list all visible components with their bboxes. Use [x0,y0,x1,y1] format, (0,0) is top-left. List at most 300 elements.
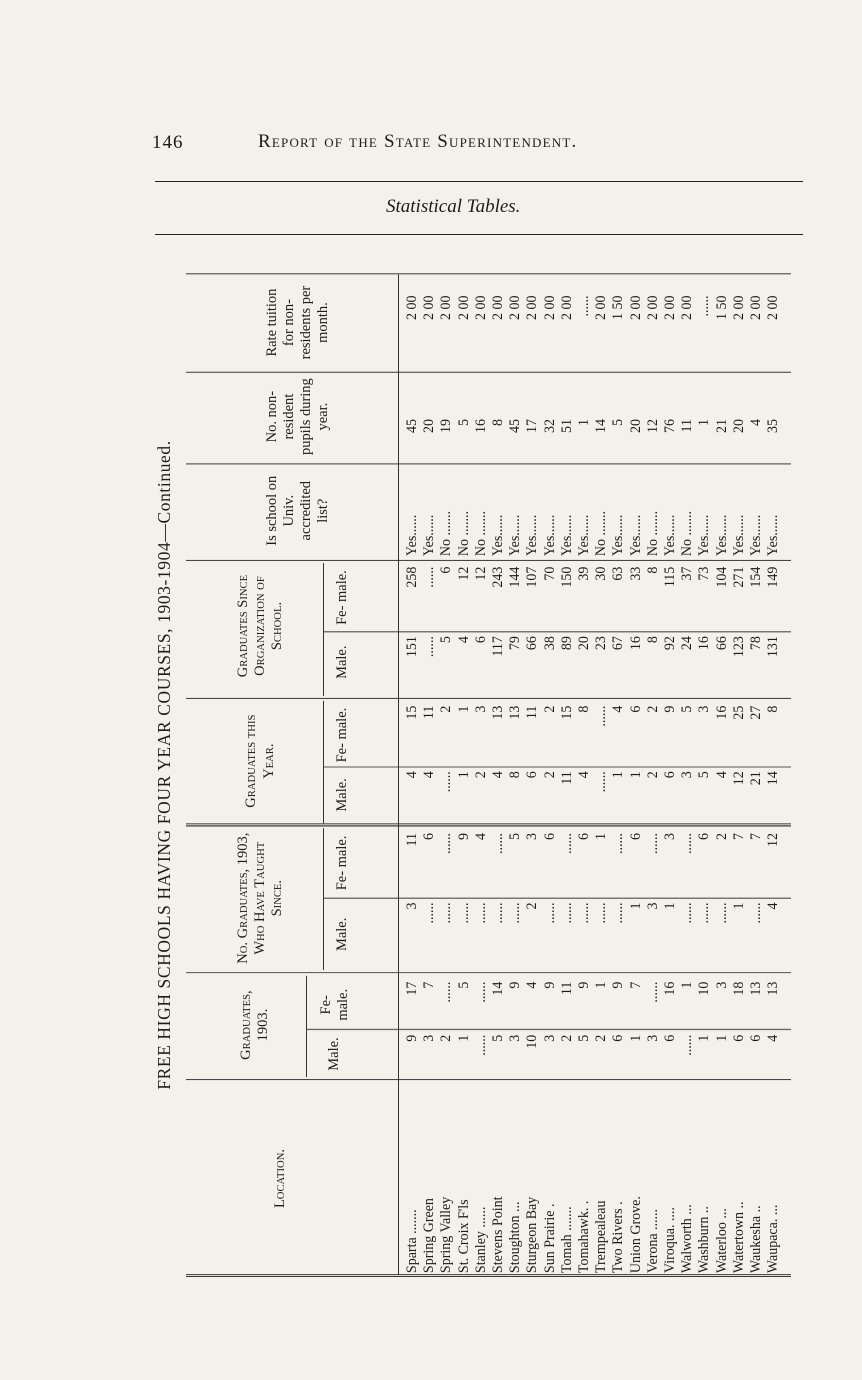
since-org-male: 92 [662,636,678,651]
since-org-female: 8 [644,566,661,574]
header-rule [323,701,324,824]
subheader-female: Fe- male. [334,835,351,891]
accredited-cell: Yes...... [730,514,747,557]
this-year-female: 8 [576,705,592,713]
since-org-male: 20 [576,636,592,651]
table-row [507,295,523,1275]
rate-cell: 2 00 [507,295,524,321]
taught-male: ...... [696,902,713,924]
table-row [456,295,472,1275]
rate-cell: 2 00 [730,295,747,321]
taught-male: ...... [713,902,730,924]
taught-male: 2 [524,902,541,910]
graduates-1903-male: 3 [541,1034,558,1042]
graduates-1903-male: 5 [576,1034,592,1042]
taught-female: 11 [404,833,420,847]
running-head: Report of the State Superintendent. [258,131,578,152]
since-org-female: 271 [730,566,747,588]
this-year-female: 1 [455,705,472,713]
subheader-female: Fe- male. [334,570,351,625]
since-org-female: 12 [472,566,489,581]
this-year-female: 6 [627,705,644,713]
rate-cell: 2 00 [593,295,610,321]
graduates-1903-male: 3 [644,1034,661,1042]
header-graduates-this-year: Graduates this Year. [243,714,277,808]
this-year-male: 5 [696,771,713,779]
graduates-1903-female: 9 [541,981,558,989]
graduates-1903-female: ...... [472,981,489,1003]
header-accredited: Is school on Univ. accredited list? [263,475,332,546]
taught-male: ...... [593,902,610,924]
location-cell: Stanley ...... [472,1206,489,1274]
non-resident-cell: 14 [593,419,610,434]
this-year-female: 27 [748,705,764,720]
since-org-male: 5 [438,636,455,644]
subheader-female: Fe- male. [317,988,351,1021]
accredited-cell: No ....... [455,510,472,557]
top-rule [155,181,803,182]
this-year-female: 2 [644,705,661,713]
header-rate-tuition: Rate tuition for non-residents per month. [263,285,332,360]
graduates-1903-male: ...... [679,1034,696,1056]
graduates-1903-female: 11 [558,981,575,996]
subheader-female: Fe- male. [334,707,351,763]
this-year-male: 2 [472,771,489,779]
since-org-female: 12 [455,566,472,581]
table-row [610,295,626,1275]
this-year-female: 25 [730,705,747,720]
graduates-1903-male: 2 [558,1034,575,1042]
taught-male: ...... [679,902,696,924]
since-org-male: 66 [713,636,730,651]
since-org-female: 149 [765,566,782,588]
non-resident-cell: 20 [421,419,438,434]
this-year-male: 4 [576,771,592,779]
taught-female: 3 [662,833,678,841]
this-year-male: 4 [490,771,506,779]
since-org-male: 6 [472,636,489,644]
taught-female: 7 [748,833,764,841]
header-graduates-1903: Graduates, 1903. [237,990,271,1060]
rate-cell: 2 00 [541,295,558,321]
since-org-male: 8 [644,636,661,644]
this-year-male: 2 [541,771,558,779]
taught-female: ...... [558,833,575,855]
location-cell: Tomah ....... [558,1206,575,1274]
non-resident-cell: 8 [490,419,506,427]
non-resident-cell: 1 [576,419,592,427]
taught-male: 1 [627,902,644,910]
graduates-1903-female: 18 [730,981,747,996]
table-row [473,295,489,1275]
since-org-female: 258 [404,566,420,588]
location-cell: Waterloo ... [713,1208,730,1274]
location-cell: Trempealeau [593,1200,610,1274]
this-year-male: 6 [662,771,678,779]
accredited-cell: Yes...... [421,514,438,557]
this-year-male: ...... [593,771,610,793]
taught-female: 12 [765,833,782,848]
non-resident-cell: 4 [748,419,764,427]
non-resident-cell: 32 [541,419,558,434]
rate-cell: 2 00 [765,295,782,321]
this-year-male: 1 [455,771,472,779]
rate-cell: 2 00 [455,295,472,321]
this-year-male: 4 [404,771,420,779]
this-year-female: 3 [696,705,713,713]
rate-cell: 2 00 [472,295,489,321]
rate-cell: 2 00 [404,295,420,321]
taught-female: 5 [507,833,524,841]
taught-female: 7 [730,833,747,841]
graduates-1903-male: ...... [472,1034,489,1056]
this-year-male: 3 [679,771,696,779]
since-org-female: 144 [507,566,524,588]
since-org-male: 66 [524,636,541,651]
graduates-1903-male: 2 [438,1034,455,1042]
location-cell: Waupaca. ... [765,1204,782,1274]
accredited-cell: Yes...... [662,514,678,557]
taught-female: ...... [679,833,696,855]
taught-female: 4 [472,833,489,841]
since-org-female: 70 [541,566,558,581]
subheader-male: Male. [326,1037,343,1071]
taught-female: 6 [627,833,644,841]
accredited-cell: Yes...... [748,514,764,557]
since-org-female: 73 [696,566,713,581]
this-year-male: 11 [558,771,575,785]
this-year-male: 21 [748,771,764,786]
table-row [404,295,420,1275]
graduates-1903-female: 13 [748,981,764,996]
taught-male: 3 [644,902,661,910]
graduates-1903-male: 6 [662,1034,678,1042]
this-year-female: 5 [679,705,696,713]
graduates-1903-male: 1 [696,1034,713,1042]
accredited-cell: Yes...... [696,514,713,557]
non-resident-cell: 45 [404,419,420,434]
non-resident-cell: 45 [507,419,524,434]
non-resident-cell: 12 [644,419,661,434]
taught-female: 1 [593,833,610,841]
taught-female: 9 [455,833,472,841]
this-year-male: ...... [438,771,455,793]
since-org-female: 6 [438,566,455,574]
non-resident-cell: 20 [730,419,747,434]
accredited-cell: No ....... [438,510,455,557]
table-row [748,295,764,1275]
table-row [490,295,506,1275]
rate-cell: 2 00 [679,295,696,321]
taught-male: ...... [558,902,575,924]
this-year-female: 3 [472,705,489,713]
graduates-1903-male: 2 [593,1034,610,1042]
taught-male: ...... [438,902,455,924]
non-resident-cell: 5 [455,419,472,427]
table-row [731,295,747,1275]
table-row [628,295,644,1275]
non-resident-cell: 5 [610,419,627,427]
graduates-1903-female: 13 [765,981,782,996]
accredited-cell: No ....... [644,510,661,557]
header-non-resident-pupils: No. non-resident pupils during year. [263,378,332,456]
taught-male: 3 [404,902,420,910]
accredited-cell: Yes...... [558,514,575,557]
taught-female: ...... [490,833,506,855]
table-row [645,295,661,1275]
graduates-1903-female: ...... [644,981,661,1003]
rate-cell: 2 00 [662,295,678,321]
table-row [696,295,712,1275]
since-org-male: 123 [730,636,747,658]
rate-cell: 2 00 [490,295,506,321]
graduates-1903-female: 9 [507,981,524,989]
taught-male: ...... [610,902,627,924]
this-year-male: 1 [610,771,627,779]
table-title: FREE HIGH SCHOOLS HAVING FOUR YEAR COURSES, 1903-1904—Continued. [154,440,174,1090]
header-taught-since: No. Graduates, 1903, Who Have Taught Since. [234,832,286,964]
taught-male: 1 [730,902,747,910]
location-cell: Sun Prairie . [541,1203,558,1274]
location-cell: Sturgeon Bay [524,1196,541,1274]
this-year-female: ...... [593,705,610,727]
location-cell: Verona ...... [644,1208,661,1274]
this-year-female: 13 [490,705,506,720]
since-org-male: 151 [404,636,420,658]
rate-cell: 2 00 [627,295,644,321]
rate-cell: 2 00 [421,295,438,321]
taught-male: ...... [455,902,472,924]
graduates-1903-female: 1 [593,981,610,989]
accredited-cell: Yes...... [627,514,644,557]
taught-male: ...... [421,902,438,924]
this-year-male: 12 [730,771,747,786]
taught-female: ...... [438,833,455,855]
since-org-male: 23 [593,636,610,651]
since-org-male: 67 [610,636,627,651]
since-org-male: ...... [421,636,438,658]
graduates-1903-female: 17 [404,981,420,996]
accredited-cell: Yes...... [610,514,627,557]
taught-female: 6 [541,833,558,841]
subheader-male: Male. [334,645,351,679]
rate-cell: ...... [696,295,713,317]
this-year-female: 11 [524,705,541,720]
table-row [421,295,437,1275]
taught-male: 1 [662,902,678,910]
non-resident-cell: 16 [472,419,489,434]
graduates-1903-male: 6 [610,1034,627,1042]
since-org-male: 117 [490,636,506,657]
rotated-table [152,250,808,1285]
since-org-female: 150 [558,566,575,588]
since-org-female: ...... [421,566,438,588]
taught-male: ...... [576,902,592,924]
location-cell: Spring Green [421,1198,438,1274]
rate-cell: 2 00 [748,295,764,321]
non-resident-cell: 1 [696,419,713,427]
accredited-cell: Yes...... [713,514,730,557]
header-graduates-since-organization: Graduates Since Organization of School. [234,574,286,678]
table-row [576,295,592,1275]
location-cell: Two Rivers . [610,1201,627,1274]
this-year-male: 8 [507,771,524,779]
since-org-male: 38 [541,636,558,651]
table-row [765,295,781,1275]
location-cell: Tomahawk. . [576,1200,592,1274]
table-row [593,295,609,1275]
location-cell: Stevens Point [490,1196,506,1274]
accredited-cell: No ....... [593,510,610,557]
non-resident-cell: 11 [679,419,696,433]
since-org-female: 107 [524,566,541,588]
accredited-cell: Yes...... [507,514,524,557]
graduates-1903-female: 4 [524,981,541,989]
rate-cell: 2 00 [524,295,541,321]
header-rule [323,563,324,696]
since-org-female: 33 [627,566,644,581]
since-org-female: 104 [713,566,730,588]
since-org-female: 39 [576,566,592,581]
graduates-1903-male: 1 [627,1034,644,1042]
graduates-1903-male: 6 [748,1034,764,1042]
taught-female: 2 [713,833,730,841]
this-year-female: 13 [507,705,524,720]
this-year-male: 1 [627,771,644,779]
this-year-female: 4 [610,705,627,713]
since-org-male: 16 [696,636,713,651]
accredited-cell: No ....... [472,510,489,557]
table-row [679,295,695,1275]
rate-cell: 1 50 [713,295,730,321]
graduates-1903-female: 1 [679,981,696,989]
graduates-1903-female: 7 [421,981,438,989]
since-org-male: 4 [455,636,472,644]
non-resident-cell: 35 [765,419,782,434]
location-cell: Waukesha .. [748,1205,764,1274]
graduates-1903-male: 6 [730,1034,747,1042]
taught-female: 6 [576,833,592,841]
subheading: Statistical Tables. [386,196,521,217]
since-org-female: 37 [679,566,696,581]
graduates-1903-female: 14 [490,981,506,996]
graduates-1903-male: 3 [421,1034,438,1042]
this-year-male: 2 [644,771,661,779]
rate-cell: 2 00 [558,295,575,321]
section-rule [155,234,803,235]
this-year-female: 2 [541,705,558,713]
location-cell: Stoughton ... [507,1201,524,1274]
since-org-male: 16 [627,636,644,651]
taught-female: ...... [610,833,627,855]
accredited-cell: No ....... [679,510,696,557]
table-row [438,295,454,1275]
table-row [542,295,558,1275]
graduates-1903-male: 9 [404,1034,420,1042]
graduates-1903-female: ...... [438,981,455,1003]
since-org-female: 30 [593,566,610,581]
this-year-female: 9 [662,705,678,713]
location-cell: Washburn .. [696,1206,713,1274]
this-year-male: 14 [765,771,782,786]
taught-female: 6 [696,833,713,841]
taught-male: ...... [507,902,524,924]
since-org-female: 63 [610,566,627,581]
column-rule [186,273,791,274]
taught-male: ...... [541,902,558,924]
accredited-cell: Yes...... [541,514,558,557]
since-org-female: 154 [748,566,764,588]
taught-female: 3 [524,833,541,841]
this-year-male: 4 [421,771,438,779]
this-year-male: 4 [713,771,730,779]
location-cell: Walworth ... [679,1204,696,1274]
accredited-cell: Yes...... [524,514,541,557]
location-cell: Sparta ....... [404,1209,420,1274]
this-year-female: 8 [765,705,782,713]
accredited-cell: Yes...... [576,514,592,557]
since-org-female: 115 [662,566,678,588]
location-cell: Watertown .. [730,1201,747,1274]
rate-cell: 1 50 [610,295,627,321]
graduates-1903-male: 1 [713,1034,730,1042]
graduates-1903-male: 4 [765,1034,782,1042]
since-org-male: 131 [765,636,782,658]
non-resident-cell: 20 [627,419,644,434]
table-row [662,295,678,1275]
table-row [524,295,540,1275]
graduates-1903-male: 1 [455,1034,472,1042]
header-location: Location. [272,1148,289,1209]
graduates-1903-female: 9 [610,981,627,989]
page-number: 146 [152,132,184,153]
location-cell: Spring Valley [438,1196,455,1274]
table-row [559,295,575,1275]
accredited-cell: Yes...... [765,514,782,557]
header-rule [306,976,307,1077]
this-year-male: 6 [524,771,541,779]
taught-male: ...... [748,902,764,924]
non-resident-cell: 19 [438,419,455,434]
rate-cell: 2 00 [644,295,661,321]
graduates-1903-female: 10 [696,981,713,996]
this-year-female: 15 [558,705,575,720]
this-year-female: 15 [404,705,420,720]
graduates-1903-female: 7 [627,981,644,989]
taught-female: 6 [421,833,438,841]
since-org-male: 24 [679,636,696,651]
location-cell: St. Croix F'ls [455,1199,472,1274]
since-org-male: 89 [558,636,575,651]
this-year-female: 11 [421,705,438,720]
non-resident-cell: 76 [662,419,678,434]
graduates-1903-male: 10 [524,1034,541,1049]
graduates-1903-female: 9 [576,981,592,989]
subheader-male: Male. [334,917,351,952]
this-year-female: 2 [438,705,455,713]
rate-cell: 2 00 [438,295,455,321]
header-rule [323,828,324,970]
location-cell: Union Grove. [627,1196,644,1274]
taught-female: ...... [644,833,661,855]
location-cell: Viroqua. .... [662,1207,678,1274]
header-bottom-rule [398,274,399,1275]
accredited-cell: Yes...... [490,514,506,557]
non-resident-cell: 17 [524,419,541,434]
non-resident-cell: 51 [558,419,575,434]
since-org-male: 78 [748,636,764,651]
accredited-cell: Yes...... [404,514,420,557]
